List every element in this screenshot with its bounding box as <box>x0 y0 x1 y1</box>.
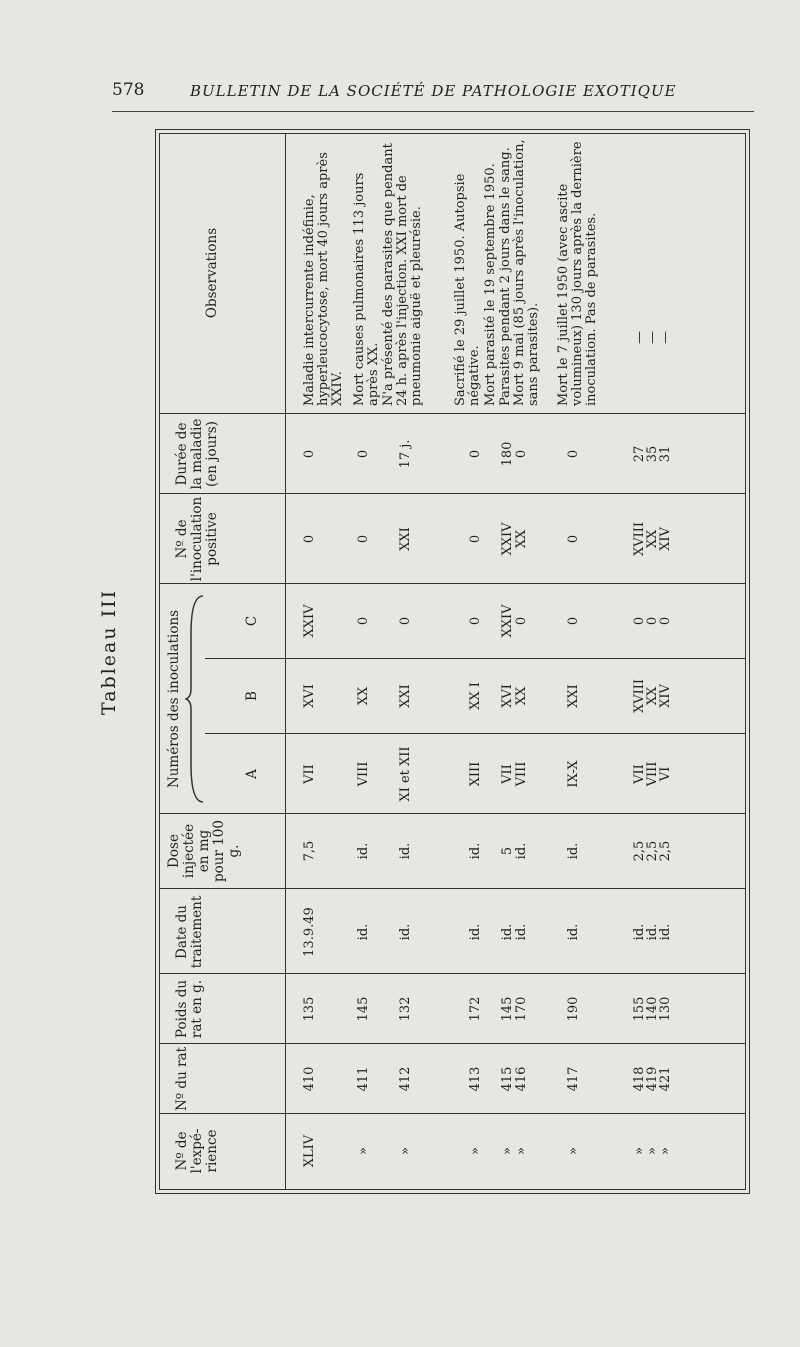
cell-positive: XXI <box>398 527 413 551</box>
header-b: B <box>244 691 260 701</box>
header-dose: Dose injectée en mg pour 100 g. <box>166 820 242 882</box>
cell-duree: 31 <box>658 445 673 463</box>
cell-poids: 190 <box>566 996 581 1022</box>
cell-dose: id. <box>356 842 371 860</box>
cell-rat: 412 <box>398 1066 413 1092</box>
brace-icon <box>185 594 207 804</box>
cell-b: XX <box>356 686 371 706</box>
cell-observation: Parasites pendant 2 jours dans le sang. Mort 9 mai (85 jours après l'inoculation, sans parasites). <box>498 139 542 406</box>
cell-b: XX I <box>468 682 483 710</box>
cell-positive: 0 <box>566 534 581 544</box>
cell-duree: 0 <box>566 449 581 459</box>
cell-date: id. <box>398 923 413 941</box>
col-sep <box>159 813 746 814</box>
header-observations: Observations <box>204 227 220 319</box>
cell-c: XXIV <box>500 604 515 638</box>
cell-dose: id. <box>514 842 529 860</box>
cell-observation: — <box>658 331 673 344</box>
cell-exp: » <box>500 1147 515 1155</box>
col-sep <box>159 888 746 889</box>
cell-observation: — <box>632 331 647 344</box>
cell-dose: 2,5 <box>632 840 647 862</box>
cell-positive: XX <box>514 529 529 549</box>
cell-positive: XIV <box>658 527 673 551</box>
cell-c: 0 <box>398 616 413 626</box>
header-exp: Nº de l'expé-rience <box>174 1128 220 1174</box>
cell-c: 0 <box>356 616 371 626</box>
cell-a: VII <box>632 764 647 784</box>
cell-a: XIII <box>468 761 483 787</box>
col-sep <box>159 973 746 974</box>
cell-exp: » <box>632 1147 647 1155</box>
cell-rat: 421 <box>658 1066 673 1092</box>
data-table <box>155 129 750 1194</box>
header-date: Date du traitement <box>174 895 205 969</box>
cell-b: XVI <box>302 684 317 708</box>
cell-exp: » <box>645 1147 660 1155</box>
header-sep <box>285 133 286 1190</box>
cell-poids: 135 <box>302 996 317 1022</box>
cell-duree: 0 <box>356 449 371 459</box>
cell-observation: Sacrifié le 29 juillet 1950. Autopsie négative. <box>453 173 483 406</box>
cell-exp: XLIV <box>302 1134 317 1168</box>
cell-b: XVIII <box>632 678 647 714</box>
cell-date: id. <box>658 923 673 941</box>
cell-a: IX-X <box>566 760 581 788</box>
cell-exp: » <box>514 1147 529 1155</box>
cell-dose: id. <box>398 842 413 860</box>
cell-duree: 0 <box>302 449 317 459</box>
header-rat: Nº du rat <box>174 1047 190 1112</box>
cell-poids: 172 <box>468 996 483 1022</box>
cell-b: XIV <box>658 684 673 708</box>
cell-duree: 27 <box>632 445 647 463</box>
header-duree: Durée de la maladie (en jours) <box>174 418 220 490</box>
cell-a: VII <box>500 764 515 784</box>
cell-b: XVI <box>500 684 515 708</box>
cell-rat: 419 <box>645 1066 660 1092</box>
cell-b: XXI <box>398 684 413 708</box>
cell-date: id. <box>356 923 371 941</box>
cell-rat: 415 <box>500 1066 515 1092</box>
cell-dose: 5 <box>500 846 515 856</box>
cell-date: id. <box>566 923 581 941</box>
cell-observation: Mort parasité le 19 septembre 1950. <box>483 163 498 406</box>
cell-rat: 418 <box>632 1066 647 1092</box>
cell-b: XXI <box>566 684 581 708</box>
cell-poids: 145 <box>356 996 371 1022</box>
cell-observation: N'a présenté des parasites que pendant 24 h. après l'injection. XXI mort de pneumonie aiguë et pleurésie. <box>381 143 425 406</box>
cell-b: XX <box>514 686 529 706</box>
cell-c: 0 <box>632 616 647 626</box>
header-inoculations: Numéros des inoculations <box>166 609 182 789</box>
cell-positive: XXIV <box>500 522 515 556</box>
cell-a: VIII <box>645 761 660 787</box>
col-sep <box>159 493 746 494</box>
cell-positive: XX <box>645 529 660 549</box>
cell-c: 0 <box>566 616 581 626</box>
cell-poids: 155 <box>632 996 647 1022</box>
cell-a: VI <box>658 766 673 782</box>
cell-poids: 145 <box>500 996 515 1022</box>
cell-observation: Mort causes pulmonaires 113 jours après XX. <box>352 172 382 406</box>
col-sep <box>205 733 746 734</box>
cell-a: XI et XII <box>398 746 413 802</box>
cell-exp: » <box>468 1147 483 1155</box>
cell-date: id. <box>632 923 647 941</box>
page-header <box>0 80 800 106</box>
col-sep <box>159 1043 746 1044</box>
cell-dose: 2,5 <box>645 840 660 862</box>
cell-rat: 413 <box>468 1066 483 1092</box>
cell-rat: 410 <box>302 1066 317 1092</box>
col-sep <box>205 658 746 659</box>
header-a: A <box>244 769 260 779</box>
cell-date: 13.9.49 <box>302 907 317 957</box>
cell-rat: 416 <box>514 1066 529 1092</box>
cell-duree: 0 <box>514 449 529 459</box>
cell-a: VII <box>302 764 317 784</box>
cell-date: id. <box>468 923 483 941</box>
cell-dose: 7,5 <box>302 840 317 862</box>
col-sep <box>159 583 746 584</box>
cell-c: 0 <box>645 616 660 626</box>
cell-exp: » <box>398 1147 413 1155</box>
cell-dose: 2,5 <box>658 840 673 862</box>
col-sep <box>159 413 746 414</box>
cell-a: VIII <box>514 761 529 787</box>
cell-rat: 417 <box>566 1066 581 1092</box>
cell-observation: — <box>645 331 660 344</box>
cell-a: VIII <box>356 761 371 787</box>
bulletin-title: BULLETIN DE LA SOCIÉTÉ DE PATHOLOGIE EXOTIQUE <box>190 82 677 100</box>
cell-positive: 0 <box>468 534 483 544</box>
cell-duree: 35 <box>645 445 660 463</box>
cell-exp: » <box>356 1147 371 1155</box>
cell-date: id. <box>514 923 529 941</box>
col-sep <box>159 1113 746 1114</box>
cell-c: 0 <box>514 616 529 626</box>
cell-date: id. <box>500 923 515 941</box>
cell-poids: 132 <box>398 996 413 1022</box>
cell-positive: 0 <box>356 534 371 544</box>
header-rule <box>112 111 754 112</box>
cell-c: 0 <box>658 616 673 626</box>
cell-exp: » <box>658 1147 673 1155</box>
cell-observation: Mort le 7 juillet 1950 (avec ascite volumineux) 130 jours après la dernière inoculation. Pas de parasites. <box>556 141 600 406</box>
header-poids: Poids du rat en g. <box>174 979 205 1039</box>
table-title: Tableau III <box>98 588 120 715</box>
cell-observation: Maladie intercurrente indéfinie, hyperleucocytose, mort 40 jours après XXIV. <box>302 152 346 406</box>
cell-positive: XVIII <box>632 521 647 557</box>
page-number: 578 <box>112 80 145 100</box>
cell-poids: 140 <box>645 996 660 1022</box>
cell-dose: id. <box>468 842 483 860</box>
cell-c: XXIV <box>302 604 317 638</box>
header-c: C <box>244 615 260 627</box>
cell-b: XX <box>645 686 660 706</box>
cell-duree: 180 <box>500 441 515 467</box>
cell-rat: 411 <box>356 1066 371 1092</box>
cell-date: id. <box>645 923 660 941</box>
cell-duree: 17 j. <box>398 439 413 469</box>
cell-duree: 0 <box>468 449 483 459</box>
cell-positive: 0 <box>302 534 317 544</box>
cell-c: 0 <box>468 616 483 626</box>
header-positive: Nº de l'inoculation positive <box>174 496 220 582</box>
cell-poids: 170 <box>514 996 529 1022</box>
cell-exp: » <box>566 1147 581 1155</box>
cell-poids: 130 <box>658 996 673 1022</box>
cell-dose: id. <box>566 842 581 860</box>
